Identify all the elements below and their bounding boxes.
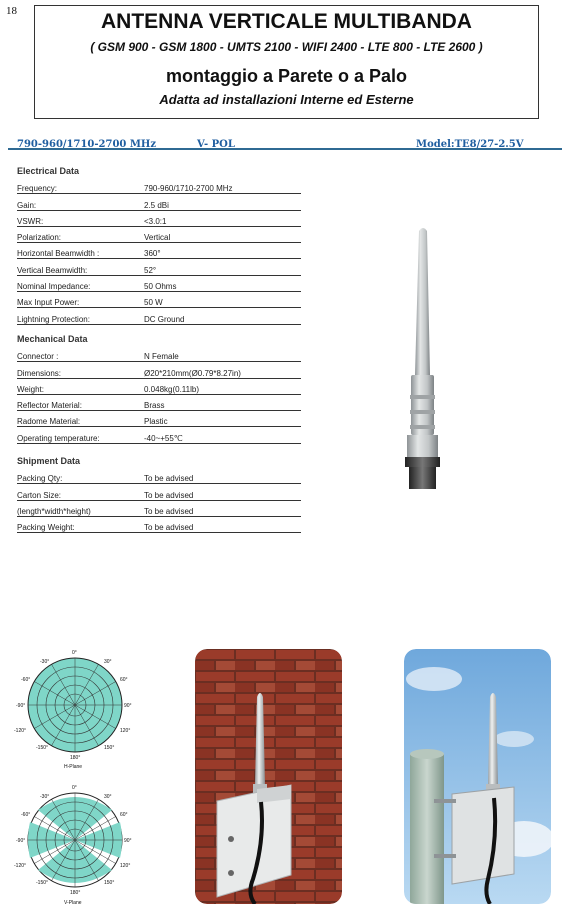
angle-label: 180° bbox=[70, 890, 81, 896]
spec-label: Operating temperature: bbox=[17, 427, 144, 443]
angle-label: 180° bbox=[70, 755, 81, 761]
spec-value: Ø20*210mm(Ø0.79*8.27in) bbox=[144, 362, 301, 378]
header-box bbox=[34, 5, 539, 119]
table-row bbox=[17, 362, 301, 378]
angle-label: 90° bbox=[124, 838, 132, 844]
electrical-table bbox=[17, 178, 301, 325]
angle-label: -150° bbox=[36, 880, 49, 886]
spec-value: 360° bbox=[144, 243, 301, 259]
angle-label: -30° bbox=[40, 794, 50, 800]
wall-mount-photo bbox=[195, 649, 342, 904]
spec-model: Model:TE8/27-2.5V bbox=[416, 139, 524, 150]
table-row bbox=[17, 394, 301, 410]
angle-label: -120° bbox=[14, 728, 27, 734]
spec-value: 790-960/1710-2700 MHz bbox=[144, 178, 301, 194]
mechanical-table bbox=[17, 346, 301, 444]
angle-label: -90° bbox=[16, 838, 26, 844]
shipment-table bbox=[17, 468, 301, 533]
angle-label: 90° bbox=[124, 703, 132, 709]
table-row bbox=[17, 292, 301, 308]
spec-value: N Female bbox=[144, 346, 301, 362]
spec-polarization: V- POL bbox=[197, 139, 235, 150]
spec-label: Vertical Beamwidth: bbox=[17, 259, 144, 275]
table-row bbox=[17, 500, 301, 516]
angle-label: -60° bbox=[21, 812, 31, 818]
h-plane-pattern bbox=[8, 645, 143, 770]
table-row bbox=[17, 243, 301, 259]
table-row bbox=[17, 468, 301, 484]
spec-value: To be advised bbox=[144, 484, 301, 500]
angle-label: -90° bbox=[16, 703, 26, 709]
angle-label: -30° bbox=[40, 659, 50, 665]
table-row bbox=[17, 210, 301, 226]
angle-label: 30° bbox=[104, 794, 112, 800]
angle-label: -150° bbox=[36, 745, 49, 751]
spec-label: Lightning Protection: bbox=[17, 308, 144, 324]
table-row bbox=[17, 427, 301, 443]
table-row bbox=[17, 275, 301, 291]
spec-frequency: 790-960/1710-2700 MHz bbox=[17, 139, 157, 150]
spec-label: Dimensions: bbox=[17, 362, 144, 378]
angle-label: 120° bbox=[120, 863, 131, 869]
h-plane-label: H-Plane bbox=[64, 764, 83, 770]
spec-label: Reflector Material: bbox=[17, 394, 144, 410]
antenna-product-image bbox=[395, 225, 455, 505]
shipment-title: Shipment Data bbox=[17, 456, 81, 466]
spec-value: To be advised bbox=[144, 500, 301, 516]
mechanical-title: Mechanical Data bbox=[17, 334, 88, 344]
angle-label: 60° bbox=[120, 812, 128, 818]
mounting-type: montaggio a Parete o a Palo bbox=[165, 66, 408, 86]
angle-label: 0° bbox=[72, 785, 77, 791]
angle-label: 30° bbox=[104, 659, 112, 665]
spec-value: <3.0:1 bbox=[144, 210, 301, 226]
angle-label: 120° bbox=[120, 728, 131, 734]
spec-label: Horizontal Beamwidth : bbox=[17, 243, 144, 259]
spec-value: Plastic bbox=[144, 411, 301, 427]
table-row bbox=[17, 346, 301, 362]
table-row bbox=[17, 259, 301, 275]
table-row bbox=[17, 516, 301, 532]
spec-value: 50 W bbox=[144, 292, 301, 308]
spec-label: Nominal Impedance: bbox=[17, 275, 144, 291]
table-row bbox=[17, 411, 301, 427]
angle-label: -60° bbox=[21, 677, 31, 683]
spec-value: 0.048kg(0.11lb) bbox=[144, 378, 301, 394]
spec-value: DC Ground bbox=[144, 308, 301, 324]
spec-value: Vertical bbox=[144, 226, 301, 242]
band-list: ( GSM 900 - GSM 1800 - UMTS 2100 - WIFI 2400 - LTE 800 - LTE 2600 ) bbox=[90, 40, 483, 54]
spec-value: Brass bbox=[144, 394, 301, 410]
v-plane-pattern bbox=[8, 782, 143, 907]
angle-label: 150° bbox=[104, 880, 115, 886]
spec-label: (length*width*height) bbox=[17, 500, 144, 516]
pole-mount-photo bbox=[404, 649, 551, 904]
table-row bbox=[17, 194, 301, 210]
table-row bbox=[17, 484, 301, 500]
spec-label: Polarization: bbox=[17, 226, 144, 242]
electrical-title: Electrical Data bbox=[17, 166, 80, 176]
usage-note: Adatta ad installazioni Interne ed Esterne bbox=[159, 92, 414, 107]
angle-label: 150° bbox=[104, 745, 115, 751]
spec-label: Gain: bbox=[17, 194, 144, 210]
spec-label: Radome Material: bbox=[17, 411, 144, 427]
spec-value: 2.5 dBi bbox=[144, 194, 301, 210]
spec-value: To be advised bbox=[144, 516, 301, 532]
spec-label: Packing Qty: bbox=[17, 468, 144, 484]
table-row bbox=[17, 178, 301, 194]
angle-label: 0° bbox=[72, 650, 77, 656]
spec-label: Frequency: bbox=[17, 178, 144, 194]
spec-value: To be advised bbox=[144, 468, 301, 484]
table-row bbox=[17, 308, 301, 324]
spec-value: -40~+55℃ bbox=[144, 427, 301, 443]
table-row bbox=[17, 226, 301, 242]
spec-label: VSWR: bbox=[17, 210, 144, 226]
angle-label: 60° bbox=[120, 677, 128, 683]
spec-label: Weight: bbox=[17, 378, 144, 394]
angle-label: -120° bbox=[14, 863, 27, 869]
spec-value: 52° bbox=[144, 259, 301, 275]
v-plane-label: V-Plane bbox=[64, 900, 82, 906]
spec-label: Connector : bbox=[17, 346, 144, 362]
page-number: 18 bbox=[6, 5, 17, 17]
spec-label: Carton Size: bbox=[17, 484, 144, 500]
spec-label: Max Input Power: bbox=[17, 292, 144, 308]
product-title: ANTENNA VERTICALE MULTIBANDA bbox=[101, 10, 472, 33]
spec-label: Packing Weight: bbox=[17, 516, 144, 532]
spec-value: 50 Ohms bbox=[144, 275, 301, 291]
table-row bbox=[17, 378, 301, 394]
